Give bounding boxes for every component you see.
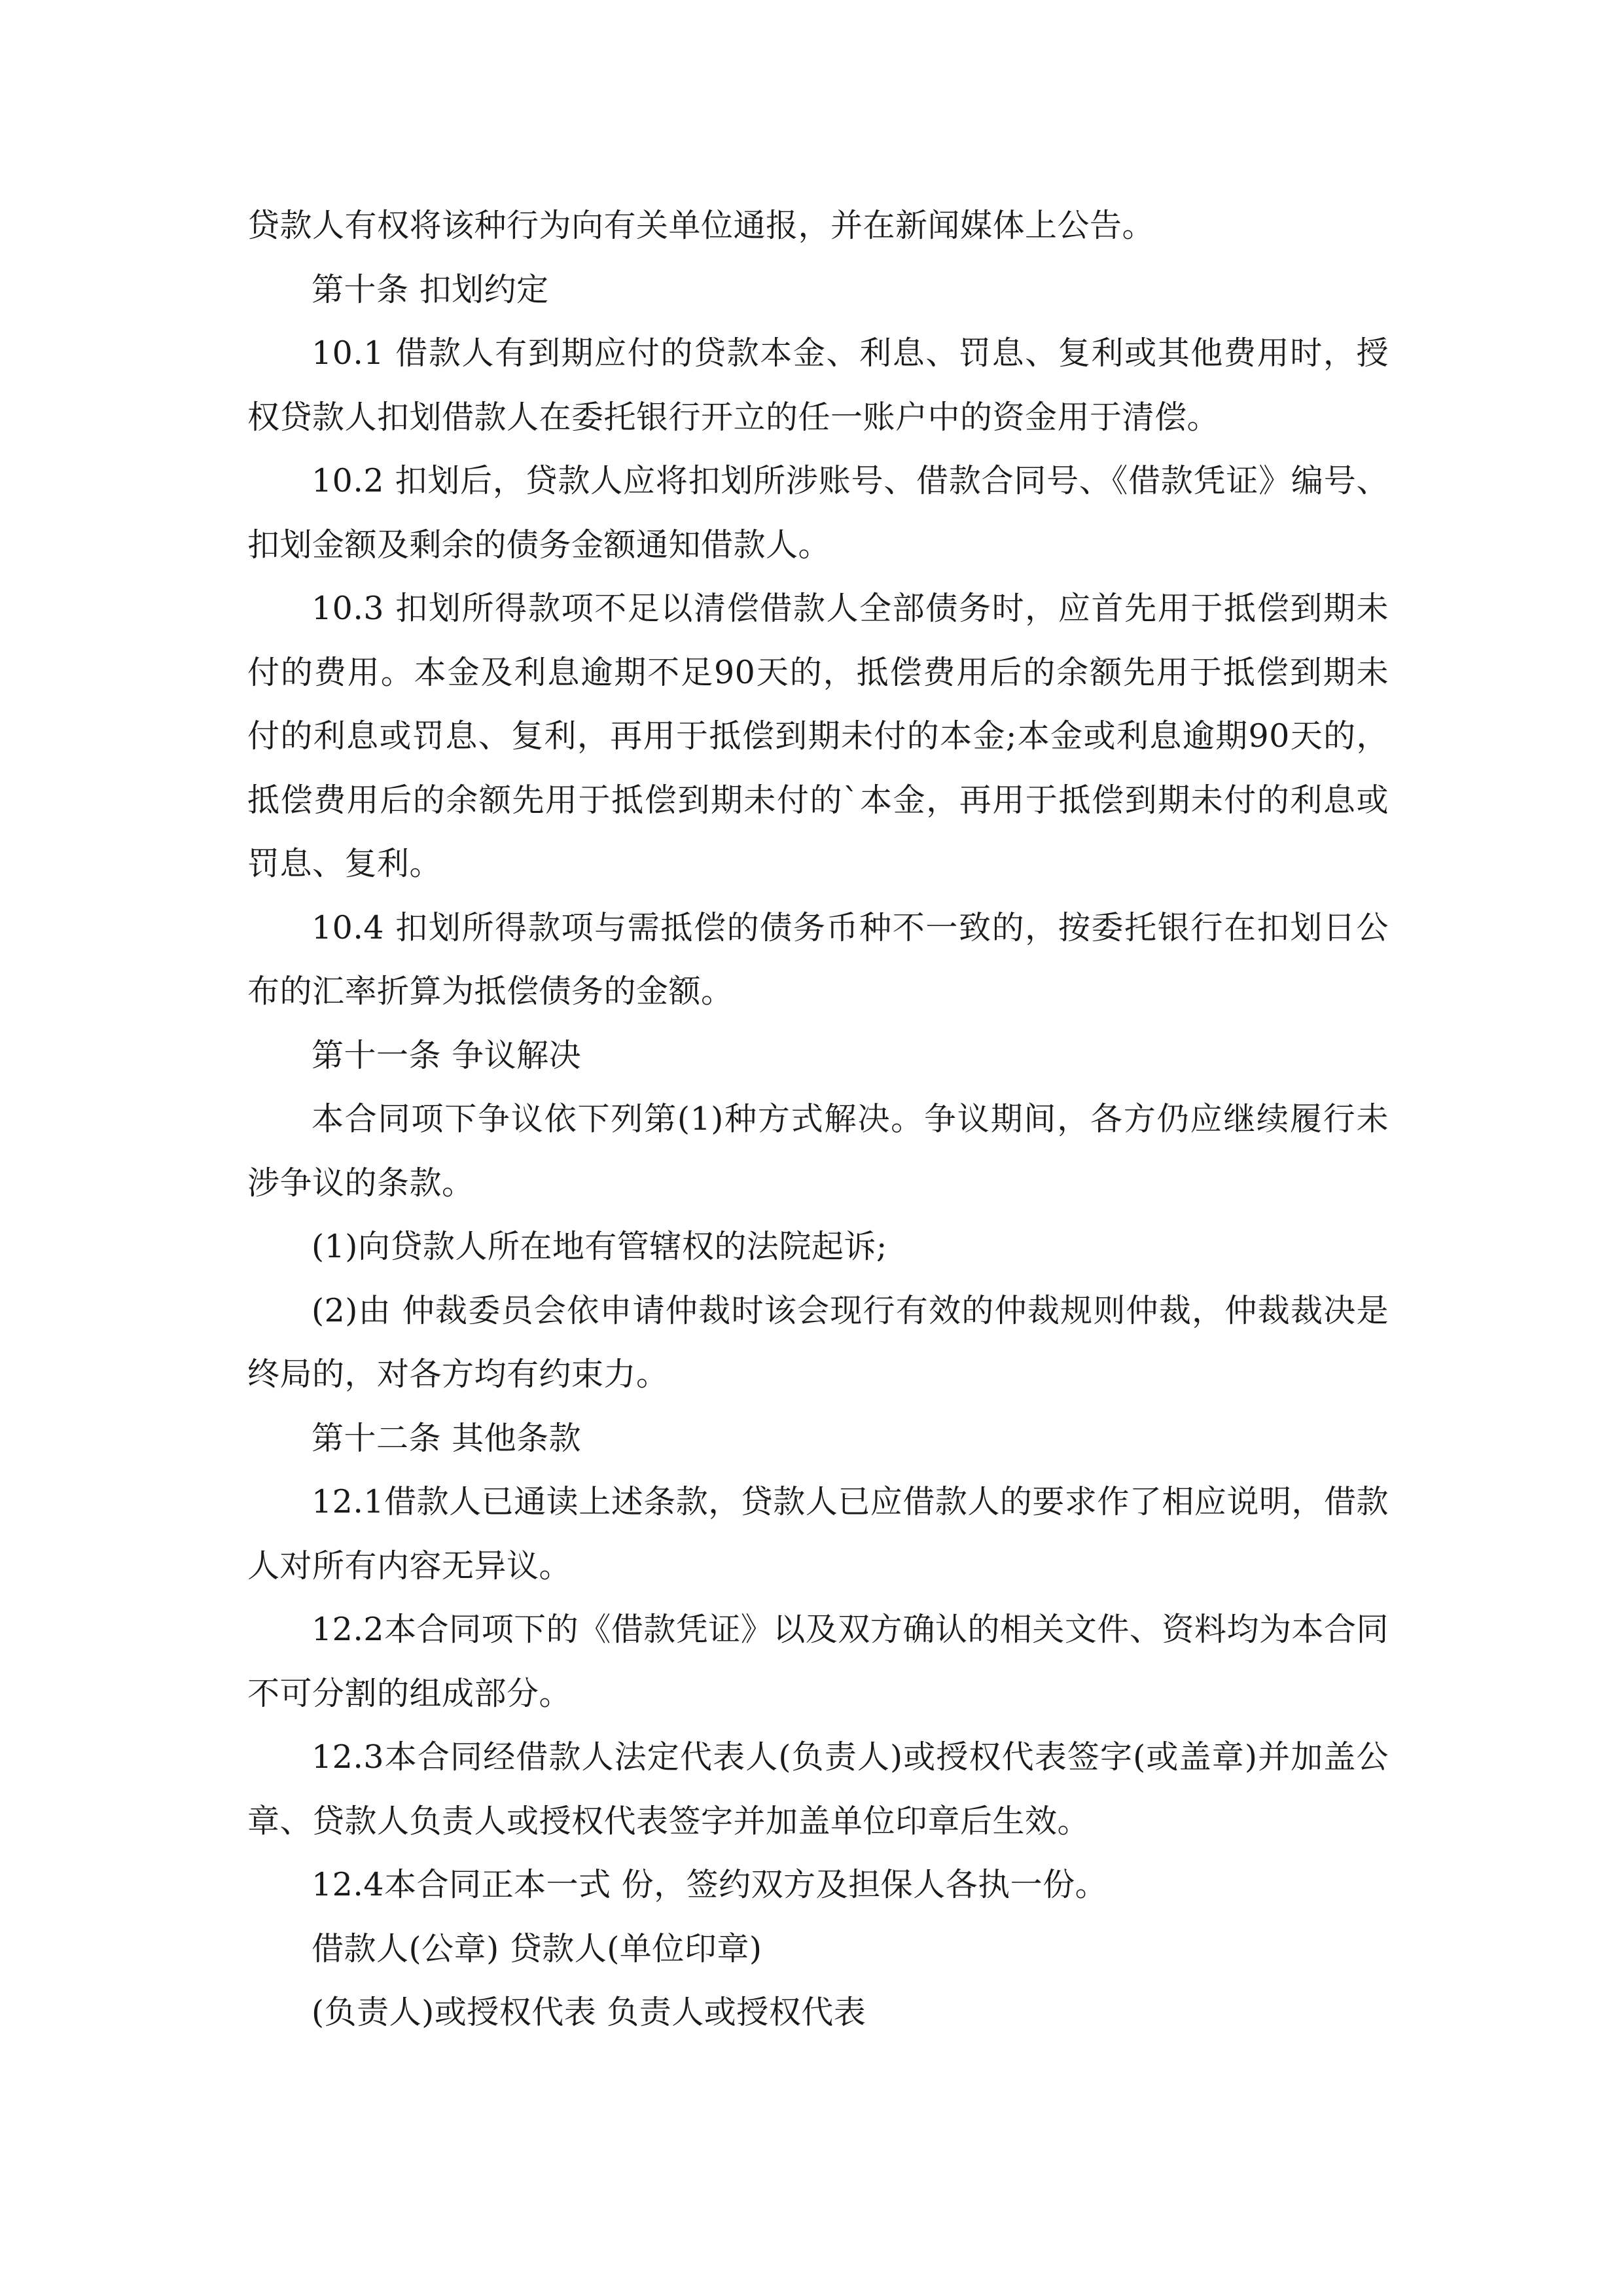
signature-line-1: 借款人(公章) 贷款人(单位印章) [312,1929,762,1967]
clause-10-1: 10.1 借款人有到期应付的贷款本金、利息、罚息、复利或其他费用时，授权贷款人扣划借款人在委托银行开立的任一账户中的资金用于清偿。 [247,334,1389,436]
dispute-option-1: (1)向贷款人所在地有管辖权的法院起诉; [312,1228,887,1265]
clause-12-2: 12.2本合同项下的《借款凭证》以及双方确认的相关文件、资料均为本合同不可分割的组成部分。 [247,1611,1389,1712]
article-11-intro: 本合同项下争议依下列第(1)种方式解决。争议期间，各方仍应继续履行未涉争议的条款。 [247,1100,1389,1202]
clause-10-2: 10.2 扣划后，贷款人应将扣划所涉账号、借款合同号、《借款凭证》编号、扣划金额及剩余的债务金额通知借款人。 [247,462,1389,564]
clause-12-4: 12.4本合同正本一式 份，签约双方及担保人各执一份。 [312,1866,1108,1903]
paragraph-continuation: 贷款人有权将该种行为向有关单位通报，并在新闻媒体上公告。 [247,207,1155,244]
article-10-heading: 第十条 扣划约定 [312,270,549,308]
article-11-heading: 第十一条 争议解决 [312,1036,582,1074]
clause-12-1: 12.1借款人已通读上述条款，贷款人已应借款人的要求作了相应说明，借款人对所有内容无异议。 [247,1483,1389,1585]
signature-line-2: (负责人)或授权代表 负责人或授权代表 [312,1994,866,2031]
article-12-heading: 第十二条 其他条款 [312,1419,582,1457]
document-body [247,194,1389,2045]
clause-10-4: 10.4 扣划所得款项与需抵偿的债务币种不一致的，按委托银行在扣划日公布的汇率折算为抵偿债务的金额。 [247,908,1389,1010]
dispute-option-2: (2)由 仲裁委员会依申请仲裁时该会现行有效的仲裁规则仲裁，仲裁裁决是终局的，对各方均有约束力。 [247,1291,1389,1393]
clause-10-3: 10.3 扣划所得款项不足以清偿借款人全部债务时，应首先用于抵偿到期未付的费用。本金及利息逾期不足90天的，抵偿费用后的余额先用于抵偿到期未付的利息或罚息、复利，再用于抵偿到期未付的本金;本金或利息逾期90天的，抵偿费用后的余额先用于抵偿到期未付的`本金，再用于抵偿到期未付的利息或罚息、复利。 [247,590,1389,882]
clause-12-3: 12.3本合同经借款人法定代表人(负责人)或授权代表签字(或盖章)并加盖公章、贷款人负责人或授权代表签字并加盖单位印章后生效。 [247,1738,1389,1840]
